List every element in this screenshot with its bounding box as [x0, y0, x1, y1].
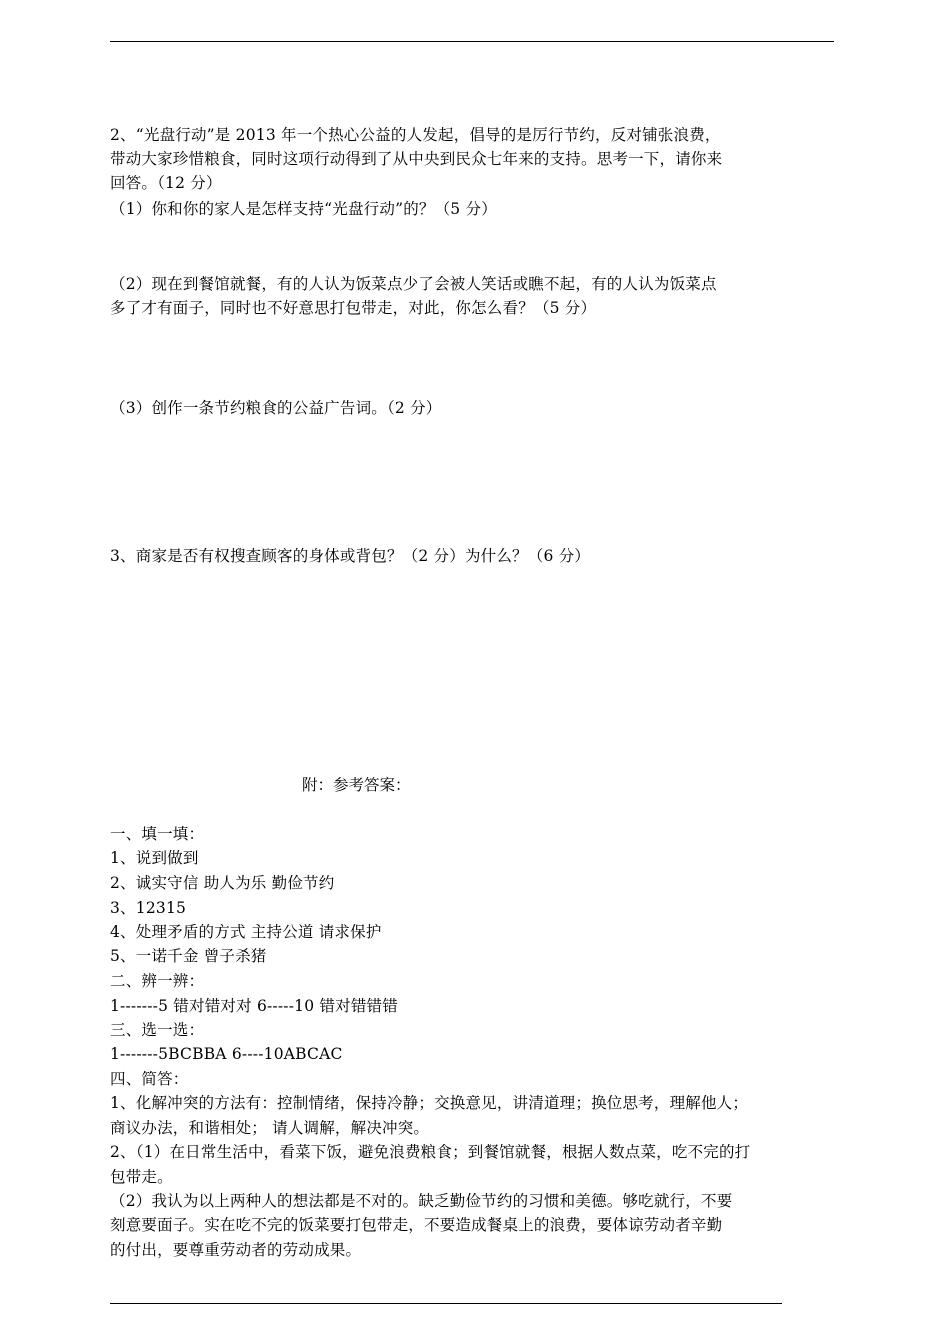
q2-sub1: （1）你和你的家人是怎样支持“光盘行动”的？（5 分） [110, 200, 497, 218]
answer-line: 1-------5 错对错对对 6-----10 错对错错错 [110, 997, 398, 1015]
answer-line: 1、说到做到 [110, 849, 199, 867]
answer-line: 3、12315 [110, 899, 187, 917]
answer-line: 二、辨一辨： [110, 972, 205, 990]
answers-title: 附：参考答案： [302, 776, 411, 794]
q2-stem-line-3: 回答。（12 分） [110, 174, 222, 192]
answer-line: 2、诚实守信 助人为乐 勤俭节约 [110, 874, 335, 892]
answer-line: 1-------5BCBBA 6----10ABCAC [110, 1045, 343, 1063]
answer-line: 包带走。 [110, 1168, 173, 1186]
answer-line: 一、填一填： [110, 825, 205, 843]
answer-line: 5、一诺千金 曾子杀猪 [110, 947, 267, 965]
header-rule [110, 41, 834, 42]
answer-line: 的付出，要尊重劳动者的劳动成果。 [110, 1241, 362, 1259]
answer-line: 1、化解冲突的方法有：控制情绪，保持冷静；交换意见，讲清道理；换位思考，理解他人； [110, 1094, 749, 1112]
q3: 3、商家是否有权搜查顾客的身体或背包？（2 分）为什么？（6 分） [110, 547, 591, 565]
answer-line: （2）我认为以上两种人的想法都是不对的。缺乏勤俭节约的习惯和美德。够吃就行，不要 [110, 1192, 733, 1210]
answer-line: 2、（1）在日常生活中，看菜下饭，避免浪费粮食；到餐馆就餐，根据人数点菜，吃不完的打 [110, 1143, 751, 1161]
q2-sub2-line-2: 多了才有面子，同时也不好意思打包带走，对此，你怎么看？（5 分） [110, 299, 597, 317]
q2-stem-line-2: 带动大家珍惜粮食，同时这项行动得到了从中央到民众七年来的支持。思考一下，请你来 [110, 150, 723, 168]
q2-sub2-line-1: （2）现在到餐馆就餐，有的人认为饭菜点少了会被人笑话或瞧不起，有的人认为饭菜点 [110, 275, 717, 293]
q2-stem-line-1: 2、“光盘行动”是 2013 年一个热心公益的人发起，倡导的是厉行节约，反对铺张浪费， [110, 126, 721, 144]
answer-line: 三、选一选： [110, 1021, 205, 1039]
answer-line: 四、简答： [110, 1070, 189, 1088]
answer-line: 4、处理矛盾的方式 主持公道 请求保护 [110, 923, 382, 941]
answer-line: 商议办法，和谐相处； 请人调解，解决冲突。 [110, 1119, 430, 1137]
answer-line: 刻意要面子。实在吃不完的饭菜要打包带走，不要造成餐桌上的浪费，要体谅劳动者辛勤 [110, 1216, 723, 1234]
footer-rule [110, 1303, 782, 1304]
q2-sub3: （3）创作一条节约粮食的公益广告词。（2 分） [110, 399, 442, 417]
